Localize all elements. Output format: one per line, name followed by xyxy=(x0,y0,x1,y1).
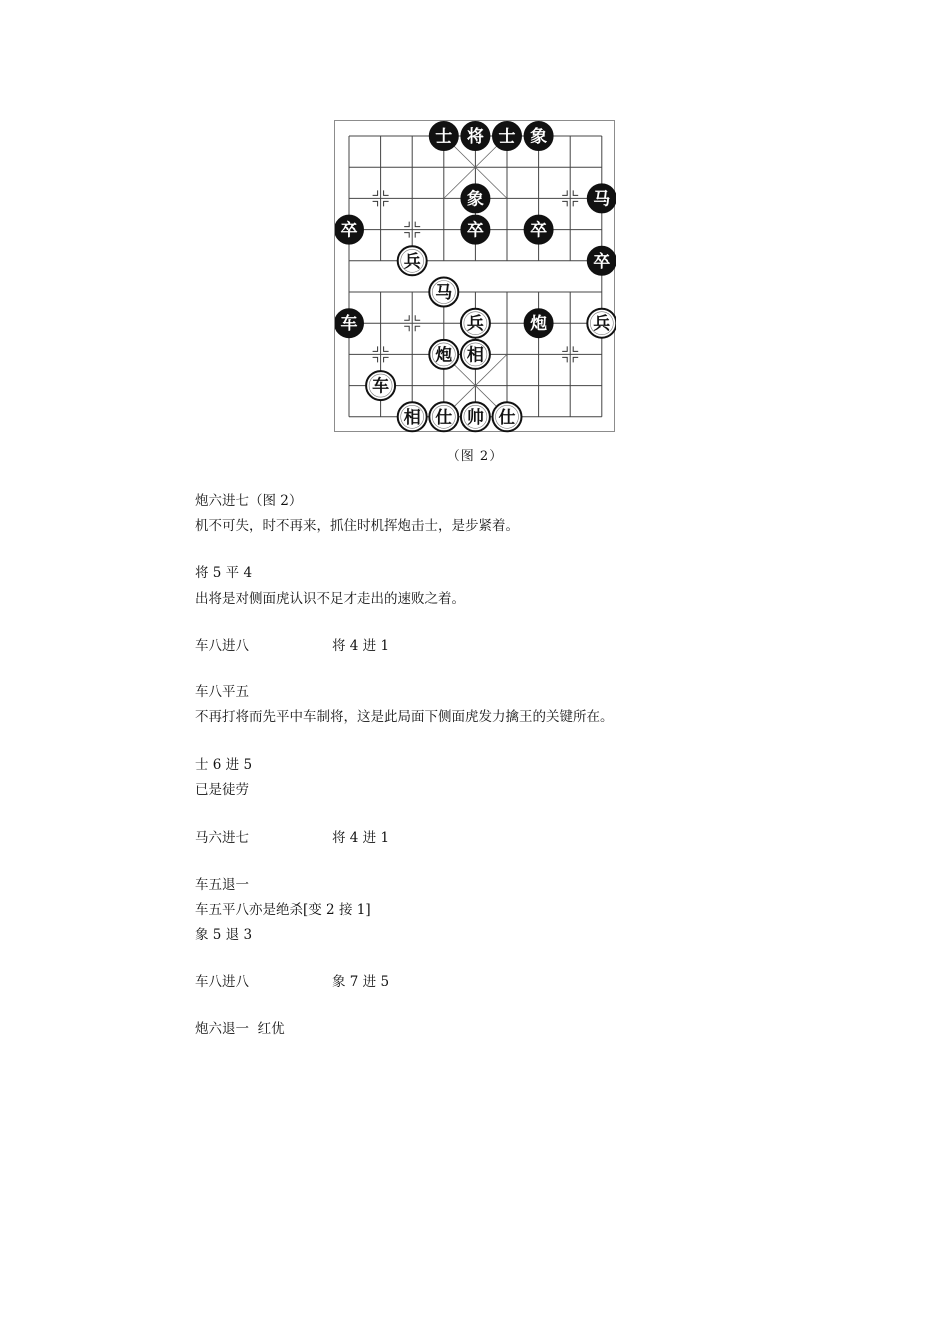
black-piece xyxy=(524,215,553,244)
move-line-4: 车八平五 xyxy=(195,684,249,700)
piece-label: 炮 xyxy=(530,314,548,335)
commentary-line-2: 出将是对侧面虎认识不足才走出的速败之着。 xyxy=(195,591,465,607)
move-line-1: 炮六进七（图 2） xyxy=(195,493,303,509)
black-piece xyxy=(461,184,490,213)
piece-label: 兵 xyxy=(466,314,484,335)
black-reply: 将 4 进 1 xyxy=(332,638,390,654)
piece-label: 士 xyxy=(498,127,516,147)
black-piece xyxy=(524,122,553,151)
piece-label: 车 xyxy=(372,376,390,397)
black-piece xyxy=(429,122,458,151)
piece-label: 兵 xyxy=(593,314,611,335)
red-piece xyxy=(461,402,490,431)
black-piece xyxy=(587,246,616,275)
commentary-line-5: 车五平八亦是绝杀[变 2 接 1] xyxy=(195,902,371,918)
xiangqi-board-diagram xyxy=(334,120,615,432)
black-piece xyxy=(587,184,616,213)
red-piece xyxy=(429,278,458,307)
red-piece xyxy=(398,246,427,275)
piece-label: 相 xyxy=(403,407,421,428)
piece-label: 兵 xyxy=(403,251,421,272)
commentary-line-3: 不再打将而先平中车制将，这是此局面下侧面虎发力擒王的关键所在。 xyxy=(195,709,614,725)
move-line-8: 象 5 退 3 xyxy=(195,927,253,943)
move-line-2: 将 5 平 4 xyxy=(195,565,253,581)
move-line-3: 车八进八 将 4 进 1 xyxy=(195,638,390,654)
red-piece xyxy=(429,340,458,369)
figure-caption: （图 2） xyxy=(446,449,504,464)
red-piece xyxy=(429,402,458,431)
red-piece xyxy=(461,340,490,369)
piece-label: 马 xyxy=(593,189,611,210)
piece-label: 车 xyxy=(340,314,358,335)
piece-label: 卒 xyxy=(340,220,358,241)
board-graphic xyxy=(335,121,616,433)
piece-label: 马 xyxy=(435,283,453,303)
piece-label: 卒 xyxy=(530,220,548,241)
piece-label: 帅 xyxy=(466,407,484,428)
piece-label: 卒 xyxy=(466,220,484,241)
piece-label: 象 xyxy=(466,189,484,210)
move-line-10: 炮六退一 红优 xyxy=(195,1021,285,1037)
black-piece xyxy=(335,215,364,244)
black-piece xyxy=(461,122,490,151)
commentary-line-4: 已是徒劳 xyxy=(195,782,249,798)
move-line-7: 车五退一 xyxy=(195,877,249,893)
black-reply: 将 4 进 1 xyxy=(332,830,390,846)
move-line-5: 士 6 进 5 xyxy=(195,757,253,773)
red-piece xyxy=(366,371,395,400)
black-piece xyxy=(335,309,364,338)
piece-label: 卒 xyxy=(593,251,611,272)
piece-label: 仕 xyxy=(498,407,516,428)
piece-label: 士 xyxy=(435,127,453,147)
black-piece xyxy=(493,122,522,151)
piece-label: 相 xyxy=(466,345,484,366)
black-piece xyxy=(461,215,490,244)
piece-label: 将 xyxy=(466,127,484,147)
red-piece xyxy=(493,402,522,431)
black-piece xyxy=(524,309,553,338)
commentary-line-1: 机不可失，时不再来，抓住时机挥炮击士，是步紧着。 xyxy=(195,518,519,534)
red-piece xyxy=(587,309,616,338)
move-line-6: 马六进七 将 4 进 1 xyxy=(195,830,390,846)
piece-label: 炮 xyxy=(435,345,453,366)
red-piece xyxy=(461,309,490,338)
red-piece xyxy=(398,402,427,431)
piece-label: 象 xyxy=(530,127,548,147)
move-line-9: 车八进八 象 7 进 5 xyxy=(195,974,390,990)
piece-label: 仕 xyxy=(435,407,453,428)
black-reply: 象 7 进 5 xyxy=(332,974,390,990)
